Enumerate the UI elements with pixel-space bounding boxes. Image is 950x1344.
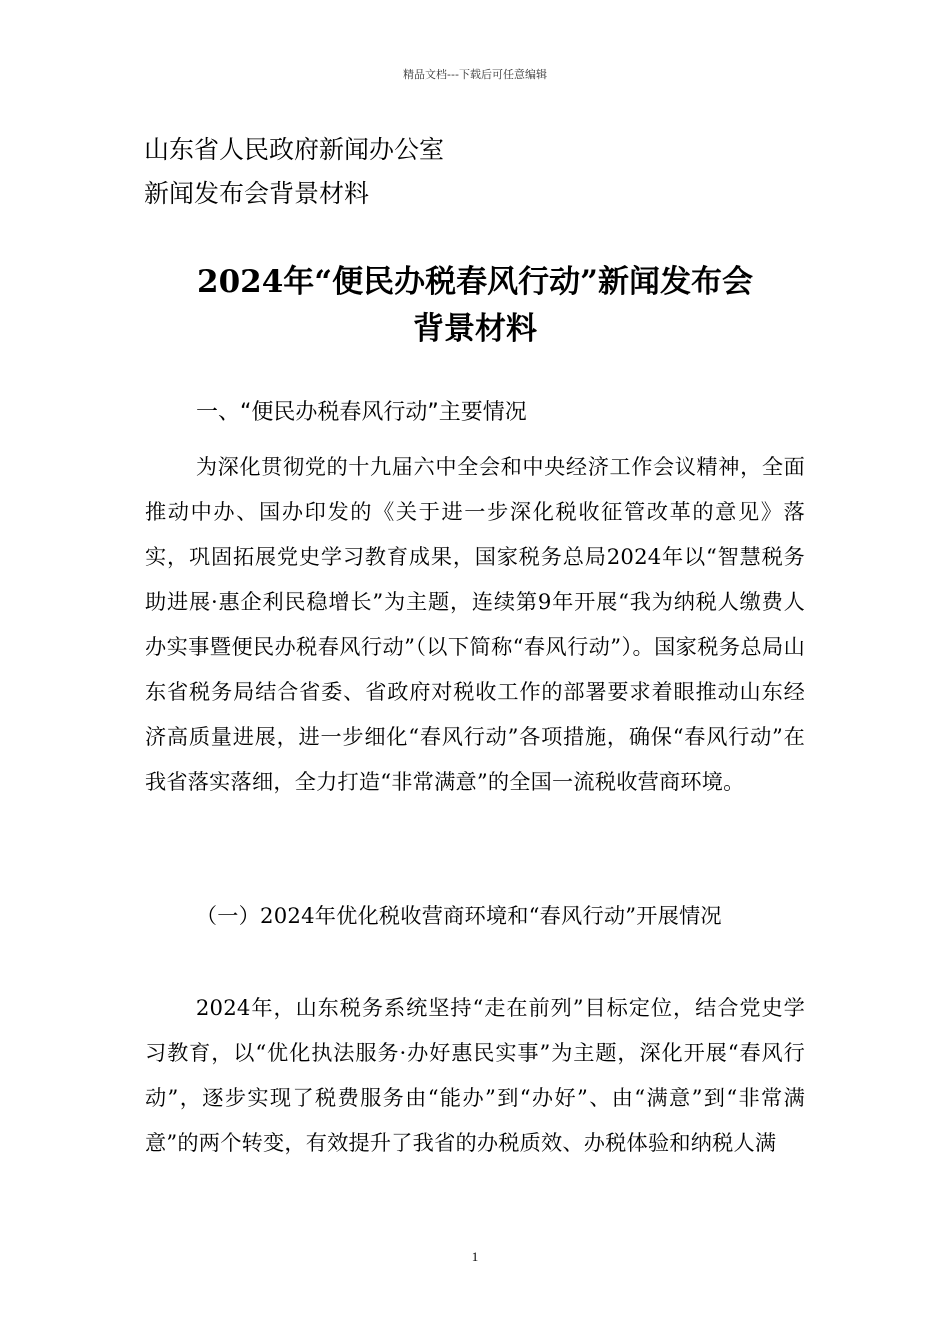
body-paragraph-2: 2024年，山东税务系统坚持“走在前列”目标定位，结合党史学习教育，以“优化执法服务·办好惠民实事”为主题，深化开展“春风行动”，逐步实现了税费服务由“能办”到“办好”、由“满意”到“非常满意”的两个转变，有效提升了我省的办税质效、办税体验和纳税人满 xyxy=(145,995,805,1155)
page-header-note: 精品文档---下载后可任意编辑 xyxy=(403,68,547,81)
section-heading: 一、“便民办税春风行动”主要情况 xyxy=(196,400,527,425)
subsection-heading: （一）2024年优化税收营商环境和“春风行动”开展情况 xyxy=(195,903,722,928)
document-title-line2: 背景材料 xyxy=(413,311,537,347)
document-type: 新闻发布会背景材料 xyxy=(144,179,370,208)
document-title-line1: 2024年“便民办税春风行动”新闻发布会 xyxy=(197,264,753,300)
organization-name: 山东省人民政府新闻办公室 xyxy=(144,135,445,164)
page-number: 1 xyxy=(471,1249,479,1264)
body-paragraph-1: 为深化贯彻党的十九届六中全会和中央经济工作会议精神，全面推动中办、国办印发的《关于进一步深化税收征管改革的意见》落实，巩固拓展党史学习教育成果，国家税务总局2024年以“智慧税务助进展·惠企利民稳增长”为主题，连续第9年开展“我为纳税人缴费人办实事暨便民办税春风行动”（以下简称“春风行动”）。国家税务总局山东省税务局结合省委、省政府对税收工作的部署要求着眼推动山东经济高质量进展，进一步细化“春风行动”各项措施，确保“春风行动”在我省落实落细，全力打造“非常满意”的全国一流税收营商环境。 xyxy=(145,454,805,794)
